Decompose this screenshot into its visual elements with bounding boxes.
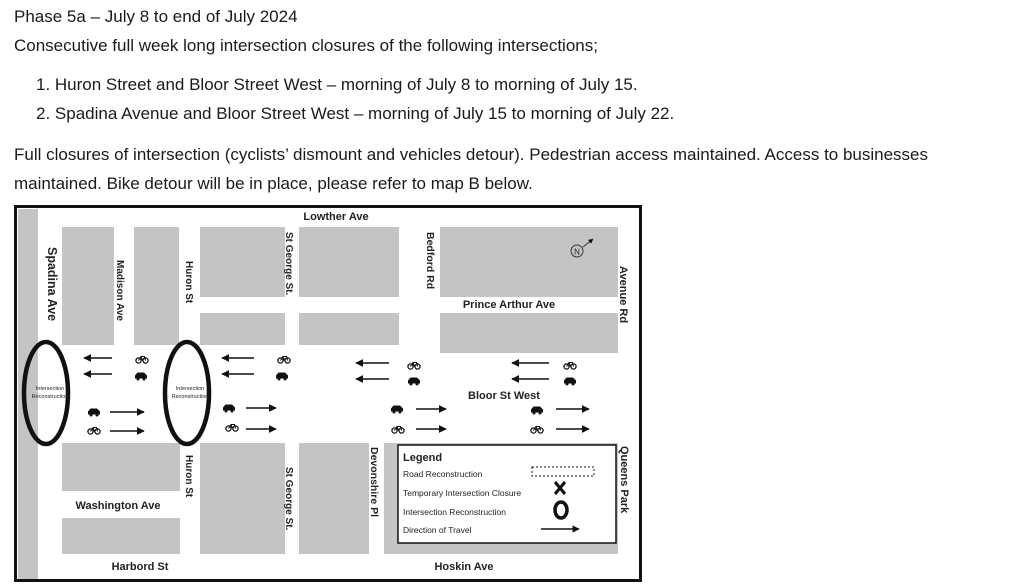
madison-ave-label: Madison Ave xyxy=(114,260,125,321)
intersection-label: Intersection xyxy=(35,386,65,392)
map-legend xyxy=(398,445,616,543)
spadina-ave-label: Spadina Ave xyxy=(45,247,59,322)
bloor-st-west-label: Bloor St West xyxy=(468,390,540,402)
intersection-label: Intersection xyxy=(175,386,205,392)
intersection-label: Reconstruction xyxy=(31,394,69,400)
huron-st-label: Huron St xyxy=(183,455,194,498)
legend-item: Intersection Reconstruction xyxy=(403,507,506,517)
north-label: N xyxy=(574,247,580,257)
list-item: 2. Spadina Avenue and Bloor Street West – morning of July 15 to morning of July 22. xyxy=(36,104,675,123)
phase-heading: Phase 5a – July 8 to end of July 2024 xyxy=(14,7,298,26)
legend-item: Road Reconstruction xyxy=(403,469,483,479)
huron-st-label: Huron St xyxy=(183,261,194,304)
legend-item: Temporary Intersection Closure xyxy=(403,488,522,498)
lowther-ave-label: Lowther Ave xyxy=(303,211,369,223)
harbord-st-label: Harbord St xyxy=(111,561,169,573)
washington-ave-label: Washington Ave xyxy=(75,500,161,512)
devonshire-pl-label: Devonshire Pl xyxy=(368,447,380,518)
st-george-st-label: St George St. xyxy=(283,232,294,296)
bedford-rd-label: Bedford Rd xyxy=(424,232,436,290)
detour-map-svg xyxy=(14,205,642,582)
list-item: 1. Huron Street and Bloor Street West – morning of July 8 to morning of July 15. xyxy=(36,75,638,94)
legend-item: Direction of Travel xyxy=(403,525,472,535)
prince-arthur-ave-label: Prince Arthur Ave xyxy=(462,299,556,311)
legend-title: Legend xyxy=(403,452,443,464)
st-george-st-label: St George St. xyxy=(283,467,294,531)
closure-list xyxy=(36,72,674,130)
intro-text: Consecutive full week long intersection closures of the following intersections; xyxy=(14,36,598,55)
queens-park-label: Queens Park xyxy=(618,446,630,514)
closure-details: Full closures of intersection (cyclists’ dismount and vehicles detour). Pedestrian access maintained. Access to businesses maintained. Bike detour will be in place, please refer to map B below. xyxy=(14,145,929,193)
hoskin-ave-label: Hoskin Ave xyxy=(434,561,494,573)
detour-map xyxy=(14,205,642,582)
intersection-label: Reconstruction xyxy=(171,394,209,400)
avenue-rd-label: Avenue Rd xyxy=(617,266,629,324)
